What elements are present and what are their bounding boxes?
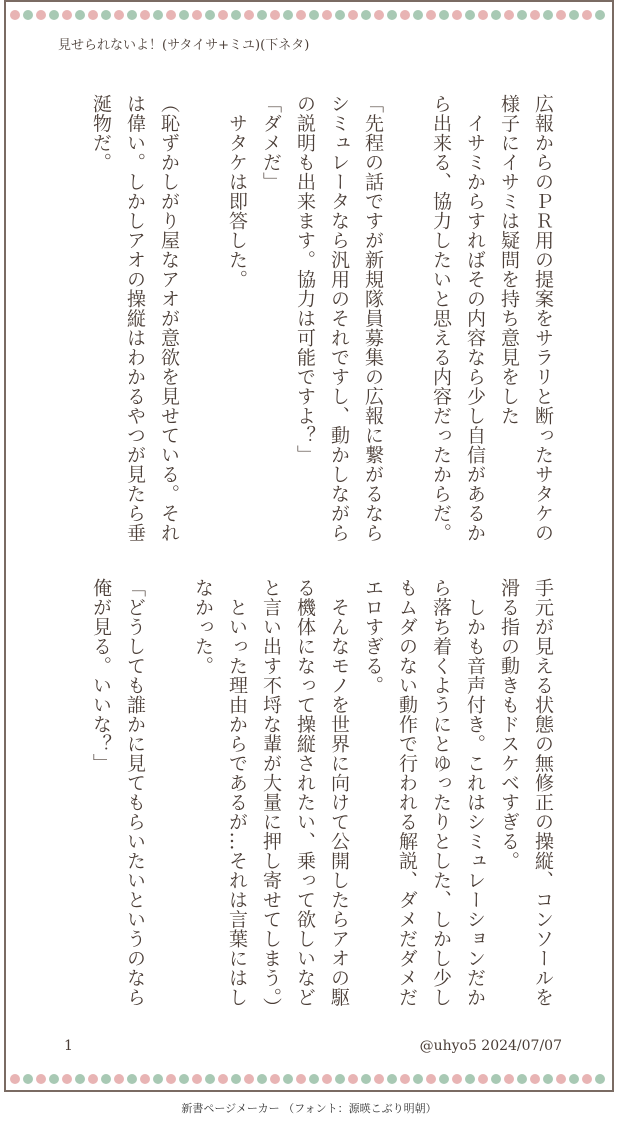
border-dot (62, 1074, 72, 1084)
border-dot (62, 10, 72, 20)
border-dot (127, 10, 137, 20)
border-dot (270, 1074, 280, 1084)
bottom-dot-border (10, 1072, 612, 1086)
border-dot (543, 10, 553, 20)
border-dot (387, 10, 397, 20)
border-dot (166, 1074, 176, 1084)
border-dot (426, 1074, 436, 1084)
author-date: @uhyo5 2024/07/07 (419, 1038, 562, 1054)
border-dot (452, 10, 462, 20)
border-dot (153, 10, 163, 20)
page-sheet (4, 0, 614, 1092)
border-dot (205, 1074, 215, 1084)
border-dot (257, 10, 267, 20)
border-dot (101, 10, 111, 20)
border-dot (192, 1074, 202, 1084)
border-dot (517, 10, 527, 20)
page-number: 1 (64, 1038, 73, 1054)
text-lower: 手元が見える状態の無修正の操縦、コンソールを滑る指の動きもドスケベすぎる。 しかも音声付き。これはシミュレーションだから落ち着くようにとゆったりとした、しかし少しもムダのない動作で行われる解説、ダメだダメだエロすぎる。 そんなモノを世界に向けて公開したらアオの駆る機体になって操縦されたい、乗って欲しいなどと言い出す不埒な輩が大量に押し寄せてしまう。） といった理由からであるが…それは言葉にはしなかった。 「どうしても誰かに見てもらいたいというのなら俺が見る。いいな？」 (90, 578, 554, 1017)
border-dot (335, 1074, 345, 1084)
border-dot (127, 1074, 137, 1084)
border-dot (569, 10, 579, 20)
text-upper: 広報からのＰＲ用の提案をサラリと断ったサタケの様子にイサミは疑問を持ち意見をした イサミからすればその内容なら少し自信があるから出来る、協力したいと思える内容だったからだ。 「先程の話ですが新規隊員募集の広報に繋がるならシミュレータなら汎用のそれですし、動かしながらの説明も出来ます。協力は可能ですよ？」 「ダメだ」 サタケは即答した。 （恥ずかしがり屋なアオが意欲を見せている。それは偉い。しかしアオの操縦はわかるやつが見たら垂涎物だ。 (90, 94, 554, 543)
border-dot (361, 1074, 371, 1084)
border-dot (374, 10, 384, 20)
border-dot (582, 1074, 592, 1084)
border-dot (153, 1074, 163, 1084)
border-dot (426, 10, 436, 20)
footer-credit: 新書ページメーカー （フォント：源暎こぶり明朝） (181, 1102, 437, 1115)
border-dot (348, 10, 358, 20)
border-dot (595, 10, 605, 20)
border-dot (452, 1074, 462, 1084)
border-dot (517, 1074, 527, 1084)
border-dot (75, 10, 85, 20)
border-dot (192, 10, 202, 20)
border-dot (400, 1074, 410, 1084)
page-title: 見せられないよ！(サタイサ+ミユ)(下ネタ) (58, 38, 310, 53)
border-dot (504, 1074, 514, 1084)
border-dot (283, 10, 293, 20)
border-dot (231, 10, 241, 20)
border-dot (296, 10, 306, 20)
border-dot (140, 10, 150, 20)
border-dot (361, 10, 371, 20)
border-dot (478, 1074, 488, 1084)
border-dot (10, 1074, 20, 1084)
border-dot (465, 1074, 475, 1084)
border-dot (257, 1074, 267, 1084)
border-dot (179, 10, 189, 20)
border-dot (218, 1074, 228, 1084)
border-dot (387, 1074, 397, 1084)
border-dot (244, 1074, 254, 1084)
border-dot (75, 1074, 85, 1084)
border-dot (88, 1074, 98, 1084)
border-dot (439, 1074, 449, 1084)
border-dot (556, 1074, 566, 1084)
border-dot (530, 10, 540, 20)
border-dot (309, 10, 319, 20)
border-dot (114, 10, 124, 20)
border-dot (296, 1074, 306, 1084)
border-dot (36, 10, 46, 20)
border-dot (504, 10, 514, 20)
border-dot (478, 10, 488, 20)
border-dot (218, 10, 228, 20)
border-dot (49, 1074, 59, 1084)
border-dot (322, 1074, 332, 1084)
border-dot (23, 10, 33, 20)
border-dot (49, 10, 59, 20)
border-dot (231, 1074, 241, 1084)
border-dot (439, 10, 449, 20)
border-dot (413, 10, 423, 20)
border-dot (140, 1074, 150, 1084)
border-dot (23, 1074, 33, 1084)
border-dot (114, 1074, 124, 1084)
border-dot (543, 1074, 553, 1084)
border-dot (10, 10, 20, 20)
border-dot (166, 10, 176, 20)
border-dot (88, 10, 98, 20)
border-dot (491, 10, 501, 20)
border-dot (205, 10, 215, 20)
border-dot (283, 1074, 293, 1084)
border-dot (335, 10, 345, 20)
border-dot (530, 1074, 540, 1084)
border-dot (400, 10, 410, 20)
border-dot (569, 1074, 579, 1084)
border-dot (309, 1074, 319, 1084)
border-dot (556, 10, 566, 20)
border-dot (270, 10, 280, 20)
text-lower-block (84, 578, 560, 1018)
border-dot (348, 1074, 358, 1084)
border-dot (244, 10, 254, 20)
border-dot (179, 1074, 189, 1084)
border-dot (491, 1074, 501, 1084)
text-upper-block (84, 94, 560, 549)
border-dot (582, 10, 592, 20)
border-dot (413, 1074, 423, 1084)
border-dot (595, 1074, 605, 1084)
border-dot (101, 1074, 111, 1084)
border-dot (322, 10, 332, 20)
border-dot (374, 1074, 384, 1084)
top-dot-border (10, 8, 612, 22)
border-dot (36, 1074, 46, 1084)
border-dot (465, 10, 475, 20)
